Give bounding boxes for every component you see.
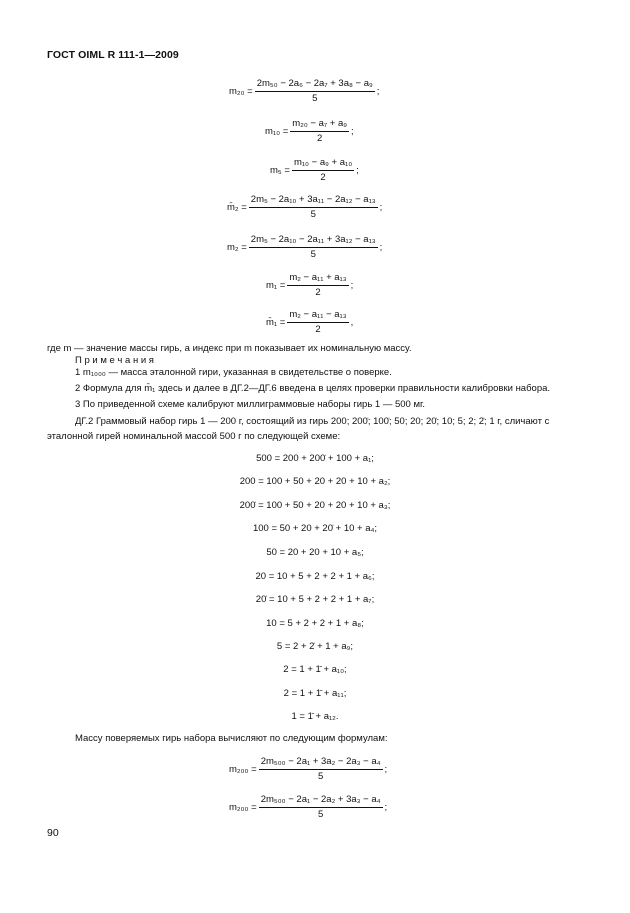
scheme-line: 200 = 100 + 50 + 20 + 20 + 10 + a₂;	[239, 476, 391, 487]
formula-denominator: 5	[310, 249, 316, 260]
scheme-line: 1 = 1̄ + a₁₂.	[291, 711, 339, 722]
formula-denominator: 5	[317, 771, 324, 782]
formula-m1	[266, 272, 353, 299]
formula-lhs: m₂ =	[227, 242, 247, 253]
scheme-line: 200̇ = 100 + 50 + 20 + 20 + 10 + a₃;	[239, 500, 391, 511]
formula-numerator: 2m₅ − 2a₁₀ − 2a₁₁ + 3a₁₂ − a₁₃	[249, 234, 378, 248]
formula-lhs: m₁ =	[266, 280, 286, 291]
dg2-paragraph-line2: эталонной гирей номинальной массой 500 г по следующей схеме:	[47, 431, 341, 442]
scheme-line: 2 = 1 + 1̄ + a₁₀;	[283, 664, 347, 675]
formula-lhs: m₅ =	[270, 165, 290, 176]
formula-m1-bar	[266, 309, 353, 336]
note-2: 2 Формула для m̄₁ здесь и далее в ДГ.2—ДГ.6 введена в целях проверки правильности калибровки набора.	[75, 383, 551, 394]
formula-tail: ;	[350, 280, 354, 291]
formula-lhs: m₁₀ =	[265, 126, 289, 137]
formula-numerator: 2m₅ − 2a₁₀ + 3a₁₁ − 2a₁₂ − a₁₃	[249, 194, 378, 208]
formula-numerator: m₂ − a₁₁ + a₁₃	[287, 272, 348, 286]
formula-denominator: 5	[310, 209, 316, 220]
formula-numerator: m₂₀ − a₇ + a₉	[290, 118, 349, 132]
formula-tail: ;	[379, 242, 383, 253]
notes-title: П р и м е ч а н и я	[75, 355, 154, 366]
formula-tail: ;	[384, 802, 388, 813]
formula-lhs: m₂₀₀ =	[229, 764, 257, 775]
formula-m200-a	[229, 756, 387, 783]
formula-tail: ;	[356, 165, 359, 176]
formula-m200-b	[229, 794, 387, 821]
formula-denominator: 5	[317, 809, 324, 820]
note-3: 3 По приведенной схеме калибруют миллиграммовые наборы гирь 1 — 500 мг.	[75, 399, 425, 410]
document-header: ГОСТ OIML R 111-1—2009	[47, 49, 179, 61]
formula-lhs: m₂₀ =	[229, 86, 253, 97]
formula-numerator: 2m₅₀₀ − 2a₁ + 3a₂ − 2a₃ − a₄	[259, 756, 383, 770]
formula-tail: ;	[384, 764, 388, 775]
formula-m10	[265, 118, 354, 145]
dg2-paragraph-line1: ДГ.2 Граммовый набор гирь 1 — 200 г, состоящий из гирь 200; 200̇; 100̇; 50; 20; 20̇; 10; 5; 2; 2̇; 1 г, сличают с	[75, 416, 550, 427]
formula-lhs: m₂₀₀ =	[229, 802, 257, 813]
scheme-line: 20̇ = 10 + 5 + 2 + 2 + 1 + a₇;	[255, 594, 375, 605]
formula-m20	[229, 78, 379, 105]
formula-lhs: m̄₂ =	[227, 202, 247, 213]
scheme-line: 5 = 2 + 2̇ + 1 + a₉;	[276, 641, 354, 652]
formula-m5	[270, 157, 359, 184]
formula-numerator: 2m₅₀ − 2a₆ − 2a₇ + 3a₈ − a₉	[255, 78, 375, 92]
formula-tail: ;	[379, 202, 383, 213]
formula-denominator: 2	[315, 324, 321, 335]
formula-lhs: m̄₁ =	[266, 317, 286, 328]
formula-m2	[227, 234, 382, 261]
formula-m2-bar	[227, 194, 382, 221]
formula-numerator: 2m₅₀₀ − 2a₁ − 2a₂ + 3a₃ − a₄	[259, 794, 383, 808]
formula-denominator: 2	[317, 133, 323, 144]
scheme-line: 20 = 10 + 5 + 2 + 2 + 1 + a₆;	[255, 571, 375, 582]
scheme-line: 2 = 1 + 1̄ + a₁₁;	[283, 688, 347, 699]
formula-numerator: m₁₀ − a₉ + a₁₀	[292, 157, 354, 171]
scheme-line: 500 = 200 + 200̇ + 100 + a₁;	[256, 453, 374, 464]
scheme-line: 100 = 50 + 20 + 20̇ + 10 + a₄;	[252, 523, 378, 534]
note-1: 1 m₁₀₀₀ — масса эталонной гири, указанная в свидетельстве о поверке.	[75, 367, 392, 378]
formula-denominator: 2	[315, 287, 321, 298]
scheme-line: 10 = 5 + 2 + 2 + 1 + a₈;	[266, 618, 364, 629]
mass-intro: Массу поверяемых гирь набора вычисляют по следующим формулам:	[75, 733, 388, 744]
formula-denominator: 2	[320, 172, 326, 183]
page-number: 90	[47, 827, 59, 839]
formula-denominator: 5	[312, 93, 318, 104]
scheme-line: 50 = 20 + 20 + 10 + a₅;	[266, 547, 364, 558]
formula-tail: ;	[351, 126, 354, 137]
formula-tail: ,	[350, 317, 354, 328]
formula-tail: ;	[376, 86, 380, 97]
formula-numerator: m₂ − a₁₁ − a₁₃	[287, 309, 348, 323]
where-text: где m — значение массы гирь, а индекс при m показывает их номинальную массу.	[47, 343, 412, 354]
